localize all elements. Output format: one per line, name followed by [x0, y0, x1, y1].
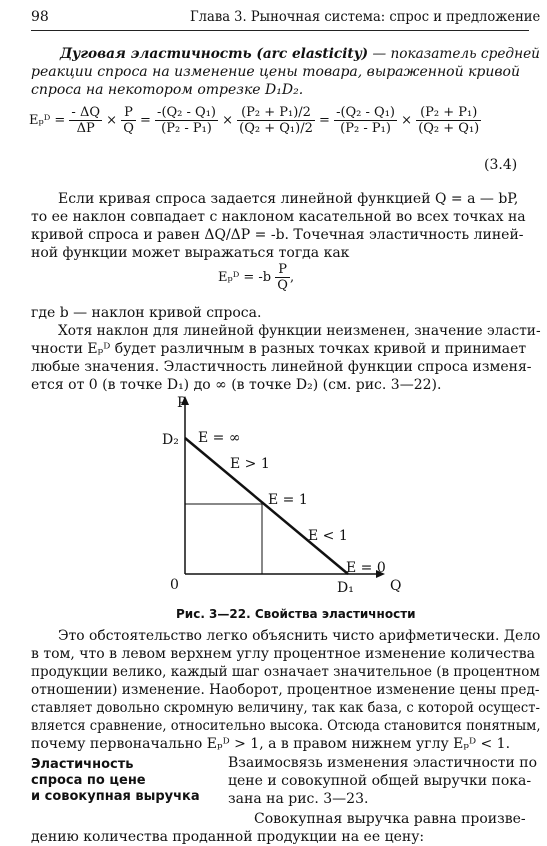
sidebar-heading-line-1: Эластичность: [31, 757, 134, 772]
x-axis-label: Q: [390, 578, 402, 594]
para1-line-2: то ее наклон совпадает с наклоном касательной во всех точках на: [31, 209, 526, 225]
para4-line-4: отношении) изменение. Наоборот, процентное изменение цены пред-: [31, 682, 540, 698]
label-e-equal-1: E = 1: [268, 492, 308, 508]
d2-label: D₂: [162, 432, 179, 448]
para1-line-1: Если кривая спроса задается линейной функцией Q = a — bP,: [58, 191, 519, 207]
para5-line-3: зана на рис. 3—23.: [228, 791, 369, 807]
para3-line-1: Хотя наклон для линейной функции неизменен, значение эласти-: [58, 323, 541, 339]
sidebar-heading-line-3: и совокупная выручка: [31, 789, 200, 804]
para5-line-2: цене и совокупной общей выручки пока-: [228, 773, 532, 789]
y-axis-label: P: [177, 395, 187, 411]
label-e-infinity: E = ∞: [198, 430, 241, 446]
para4-line-7: почему первоначально Eₚᴰ > 1, а в правом нижнем углу Eₚᴰ < 1.: [31, 736, 511, 752]
para1-line-4: ной функции может выражаться тогда как: [31, 245, 350, 261]
d1-label: D₁: [337, 580, 354, 596]
definition-line-1: [60, 45, 540, 63]
definition-line-2: реакции спроса на изменение цены товара, выраженной кривой: [31, 64, 521, 80]
origin-label: 0: [170, 577, 179, 593]
definition-line-3: спроса на некотором отрезке D₁D₂.: [31, 82, 304, 98]
para4-line-5: ставляет довольно скромную величину, так как база, с которой осущест-: [31, 700, 540, 716]
formula-point-elasticity: Eₚᴰ = -b $\frac{P}{Q}$ ,: [218, 262, 295, 293]
figure-caption: Рис. 3—22. Свойства эластичности: [176, 607, 416, 621]
para5-line-1: Взаимосвязь изменения эластичности по: [228, 755, 538, 771]
label-e-greater-1: E > 1: [230, 456, 270, 472]
label-e-zero: E = 0: [346, 560, 386, 576]
definition-term: Дуговая эластичность (arc elasticity): [60, 46, 369, 62]
para6-line-2: дению количества проданной продукции на ее цену:: [31, 829, 425, 845]
definition-rest: — показатель средней: [368, 46, 540, 62]
para4-line-6: вляется сравнение, относительно высока. Отсюда становится понятным,: [31, 718, 541, 734]
para4-line-1: Это обстоятельство легко объяснить чисто арифметически. Дело: [58, 628, 541, 644]
header-rule: [31, 30, 529, 31]
label-e-less-1: E < 1: [308, 528, 348, 544]
running-title: Глава 3. Рыночная система: спрос и предложение: [190, 9, 541, 25]
formula-arc-elasticity: Eₚᴰ = $\frac{- \Delta Q}{\Delta P}$ × $\frac{P}{Q}$ = $\frac{\text{-(Q₂ - Q₁)}}{\text{(P₂ - P₁)}}$ × $\frac{\text{(P₂ + P₁)/2}}{\text{(Q₂ + Q₁)/2}}$ = $\frac{\text{-(Q₂ - Q₁)}}{\text{(P₂ - P₁)}}$ × $\frac{\text{(P₂ + P₁)}}{\text{(Q₂ + Q₁)}}$: [29, 105, 480, 136]
para3-line-2: чности Eₚᴰ будет различным в разных точках кривой и принимает: [31, 341, 527, 357]
para3-line-3: любые значения. Эластичность линейной функции спроса изменя-: [31, 359, 532, 375]
para2: где b — наклон кривой спроса.: [31, 305, 262, 321]
formula-lhs: Eₚᴰ =: [29, 113, 66, 128]
page-number: 98: [31, 9, 49, 25]
para4-line-2: в том, что в левом верхнем углу процентное изменение количества: [31, 646, 535, 662]
sidebar-heading-line-2: спроса по цене: [31, 773, 146, 788]
para6-line-1: Совокупная выручка равна произве-: [254, 811, 526, 827]
para4-line-3: продукции велико, каждый шаг означает значительное (в процентном: [31, 664, 540, 680]
para1-line-3: кривой спроса и равен ΔQ/ΔP = -b. Точечная эластичность линей-: [31, 227, 524, 243]
para3-line-4: ется от 0 (в точке D₁) до ∞ (в точке D₂) (см. рис. 3—22).: [31, 377, 442, 393]
formula-number: (3.4): [484, 157, 518, 173]
elasticity-figure: [150, 392, 420, 606]
